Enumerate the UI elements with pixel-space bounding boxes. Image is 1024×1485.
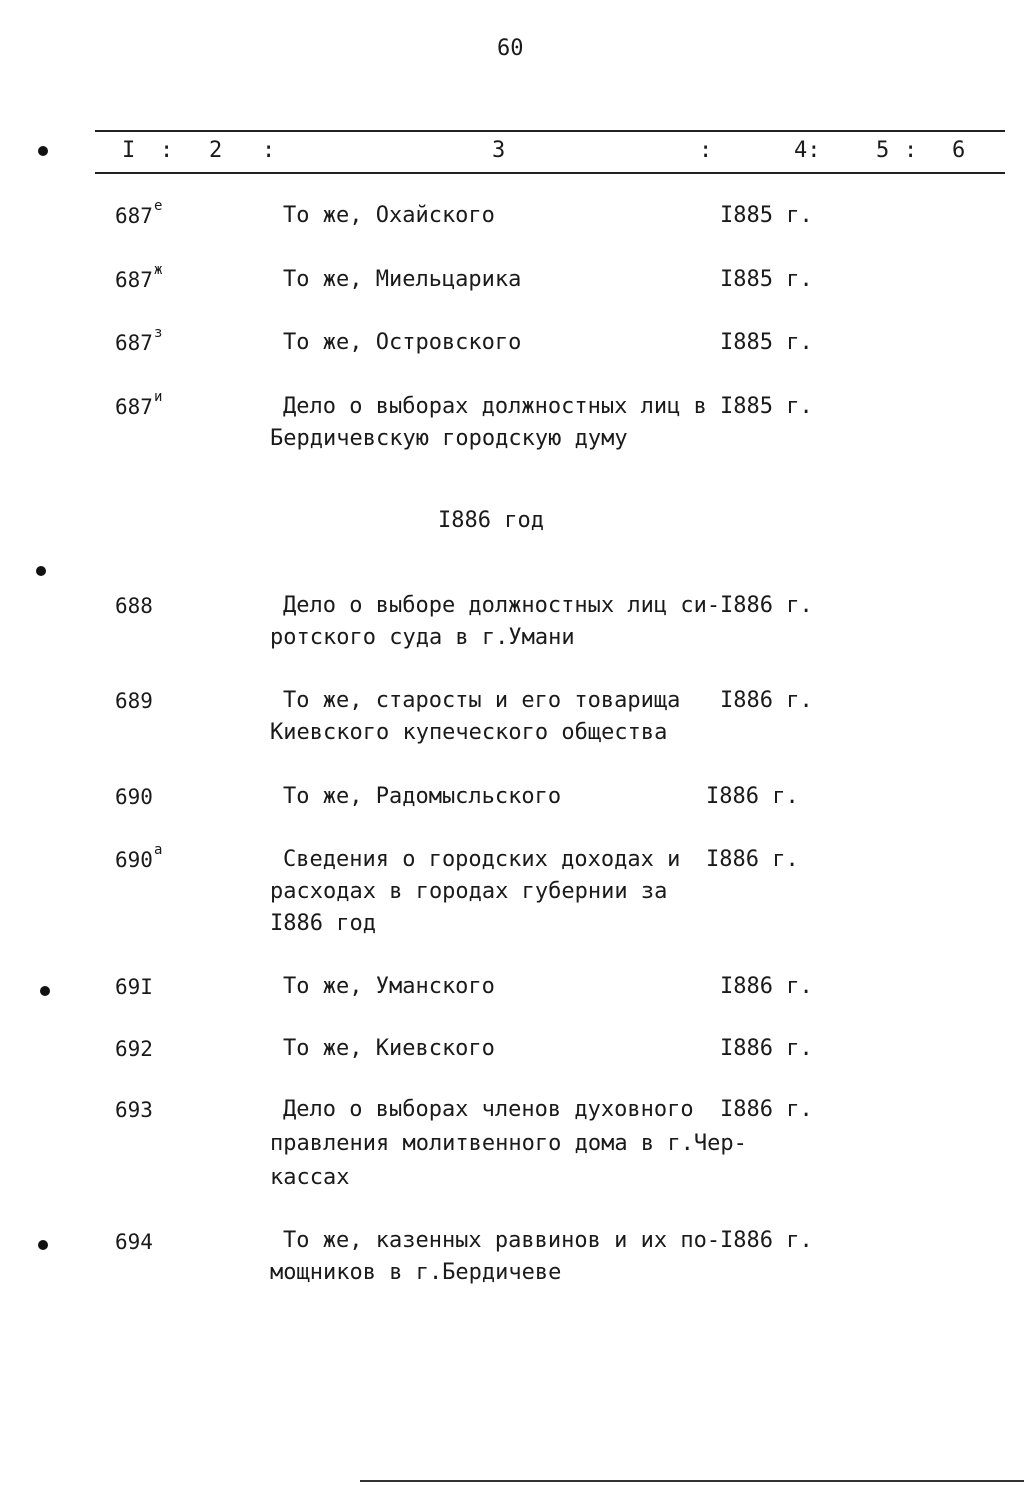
entry-title-line: Сведения о городских доходах и <box>283 847 681 872</box>
entry-date: I886 г. <box>706 847 799 872</box>
column-header-1: I <box>122 138 136 163</box>
entry-title: То же, Киевского <box>283 1036 495 1061</box>
entry-title-line: Киевского купеческого общества <box>270 720 668 745</box>
entry-date: I886 г. <box>706 784 799 809</box>
entry-date: I886 г. <box>720 1228 813 1253</box>
entry-number: 690 <box>115 785 153 809</box>
column-separator: : <box>160 138 174 163</box>
column-separator: : <box>904 138 918 163</box>
entry-date: I886 г. <box>720 688 813 713</box>
entry-title: То же, Радомысльского <box>283 784 562 809</box>
column-separator: : <box>262 138 276 163</box>
column-header-3: 3 <box>492 138 506 163</box>
entry-date: I886 г. <box>720 974 813 999</box>
punch-hole-mark <box>40 986 50 996</box>
entry-title-line: То же, казенных раввинов и их по- <box>283 1228 721 1253</box>
header-bottom-rule <box>95 172 1005 174</box>
punch-hole-mark <box>38 1240 48 1250</box>
entry-number: $690^а$ <box>115 842 163 872</box>
entry-number: $687^и$ <box>115 389 163 419</box>
entry-title: То же, Охайского <box>283 203 495 228</box>
entry-number: $687^е$ <box>115 198 163 228</box>
entry-number: 694 <box>115 1230 153 1254</box>
entry-title-line: То же, старосты и его товарища <box>283 688 681 713</box>
entry-date: I885 г. <box>720 394 813 419</box>
header-top-rule <box>95 130 1005 132</box>
entry-title-line: I886 год <box>270 911 376 936</box>
entry-title-line: мощников в г.Бердичеве <box>270 1260 562 1285</box>
column-header-4: 4: <box>794 138 821 163</box>
column-header-5: 5 <box>876 138 890 163</box>
entry-title-line: ротского суда в г.Умани <box>270 625 575 650</box>
entry-number: $687^з$ <box>115 325 163 355</box>
entry-date: I886 г. <box>720 1036 813 1061</box>
column-separator: : <box>699 138 713 163</box>
entry-title: То же, Островского <box>283 330 522 355</box>
entry-title: То же, Миельцарика <box>283 267 522 292</box>
punch-hole-mark <box>36 566 46 576</box>
entry-date: I886 г. <box>720 593 813 618</box>
entry-date: I885 г. <box>720 330 813 355</box>
entry-title-line: Дело о выборе должностных лиц си- <box>283 593 721 618</box>
entry-number: $687^ж$ <box>115 262 163 292</box>
entry-title-line: правления молитвенного дома в г.Чер- <box>270 1131 747 1156</box>
column-header-2: 2 <box>209 138 223 163</box>
entry-number: 69I <box>115 975 153 999</box>
entry-title: То же, Уманского <box>283 974 495 999</box>
entry-date: I886 г. <box>720 1097 813 1122</box>
entry-title-line: расходах в городах губернии за <box>270 879 668 904</box>
bottom-edge-rule <box>360 1480 1024 1482</box>
entry-date: I885 г. <box>720 203 813 228</box>
entry-number: 689 <box>115 689 153 713</box>
page-number: 60 <box>497 36 524 61</box>
entry-title-line: Дело о выборах должностных лиц в <box>283 394 707 419</box>
punch-hole-mark <box>38 146 48 156</box>
entry-title-line: кассах <box>270 1165 350 1190</box>
entry-date: I885 г. <box>720 267 813 292</box>
column-header-6: 6 <box>952 138 966 163</box>
entry-number: 693 <box>115 1098 153 1122</box>
entry-title-line: Бердичевскую городскую думу <box>270 426 628 451</box>
entry-number: 692 <box>115 1037 153 1061</box>
entry-title-line: Дело о выборах членов духовного <box>283 1097 694 1122</box>
year-heading: I886 год <box>438 508 544 533</box>
entry-number: 688 <box>115 594 153 618</box>
